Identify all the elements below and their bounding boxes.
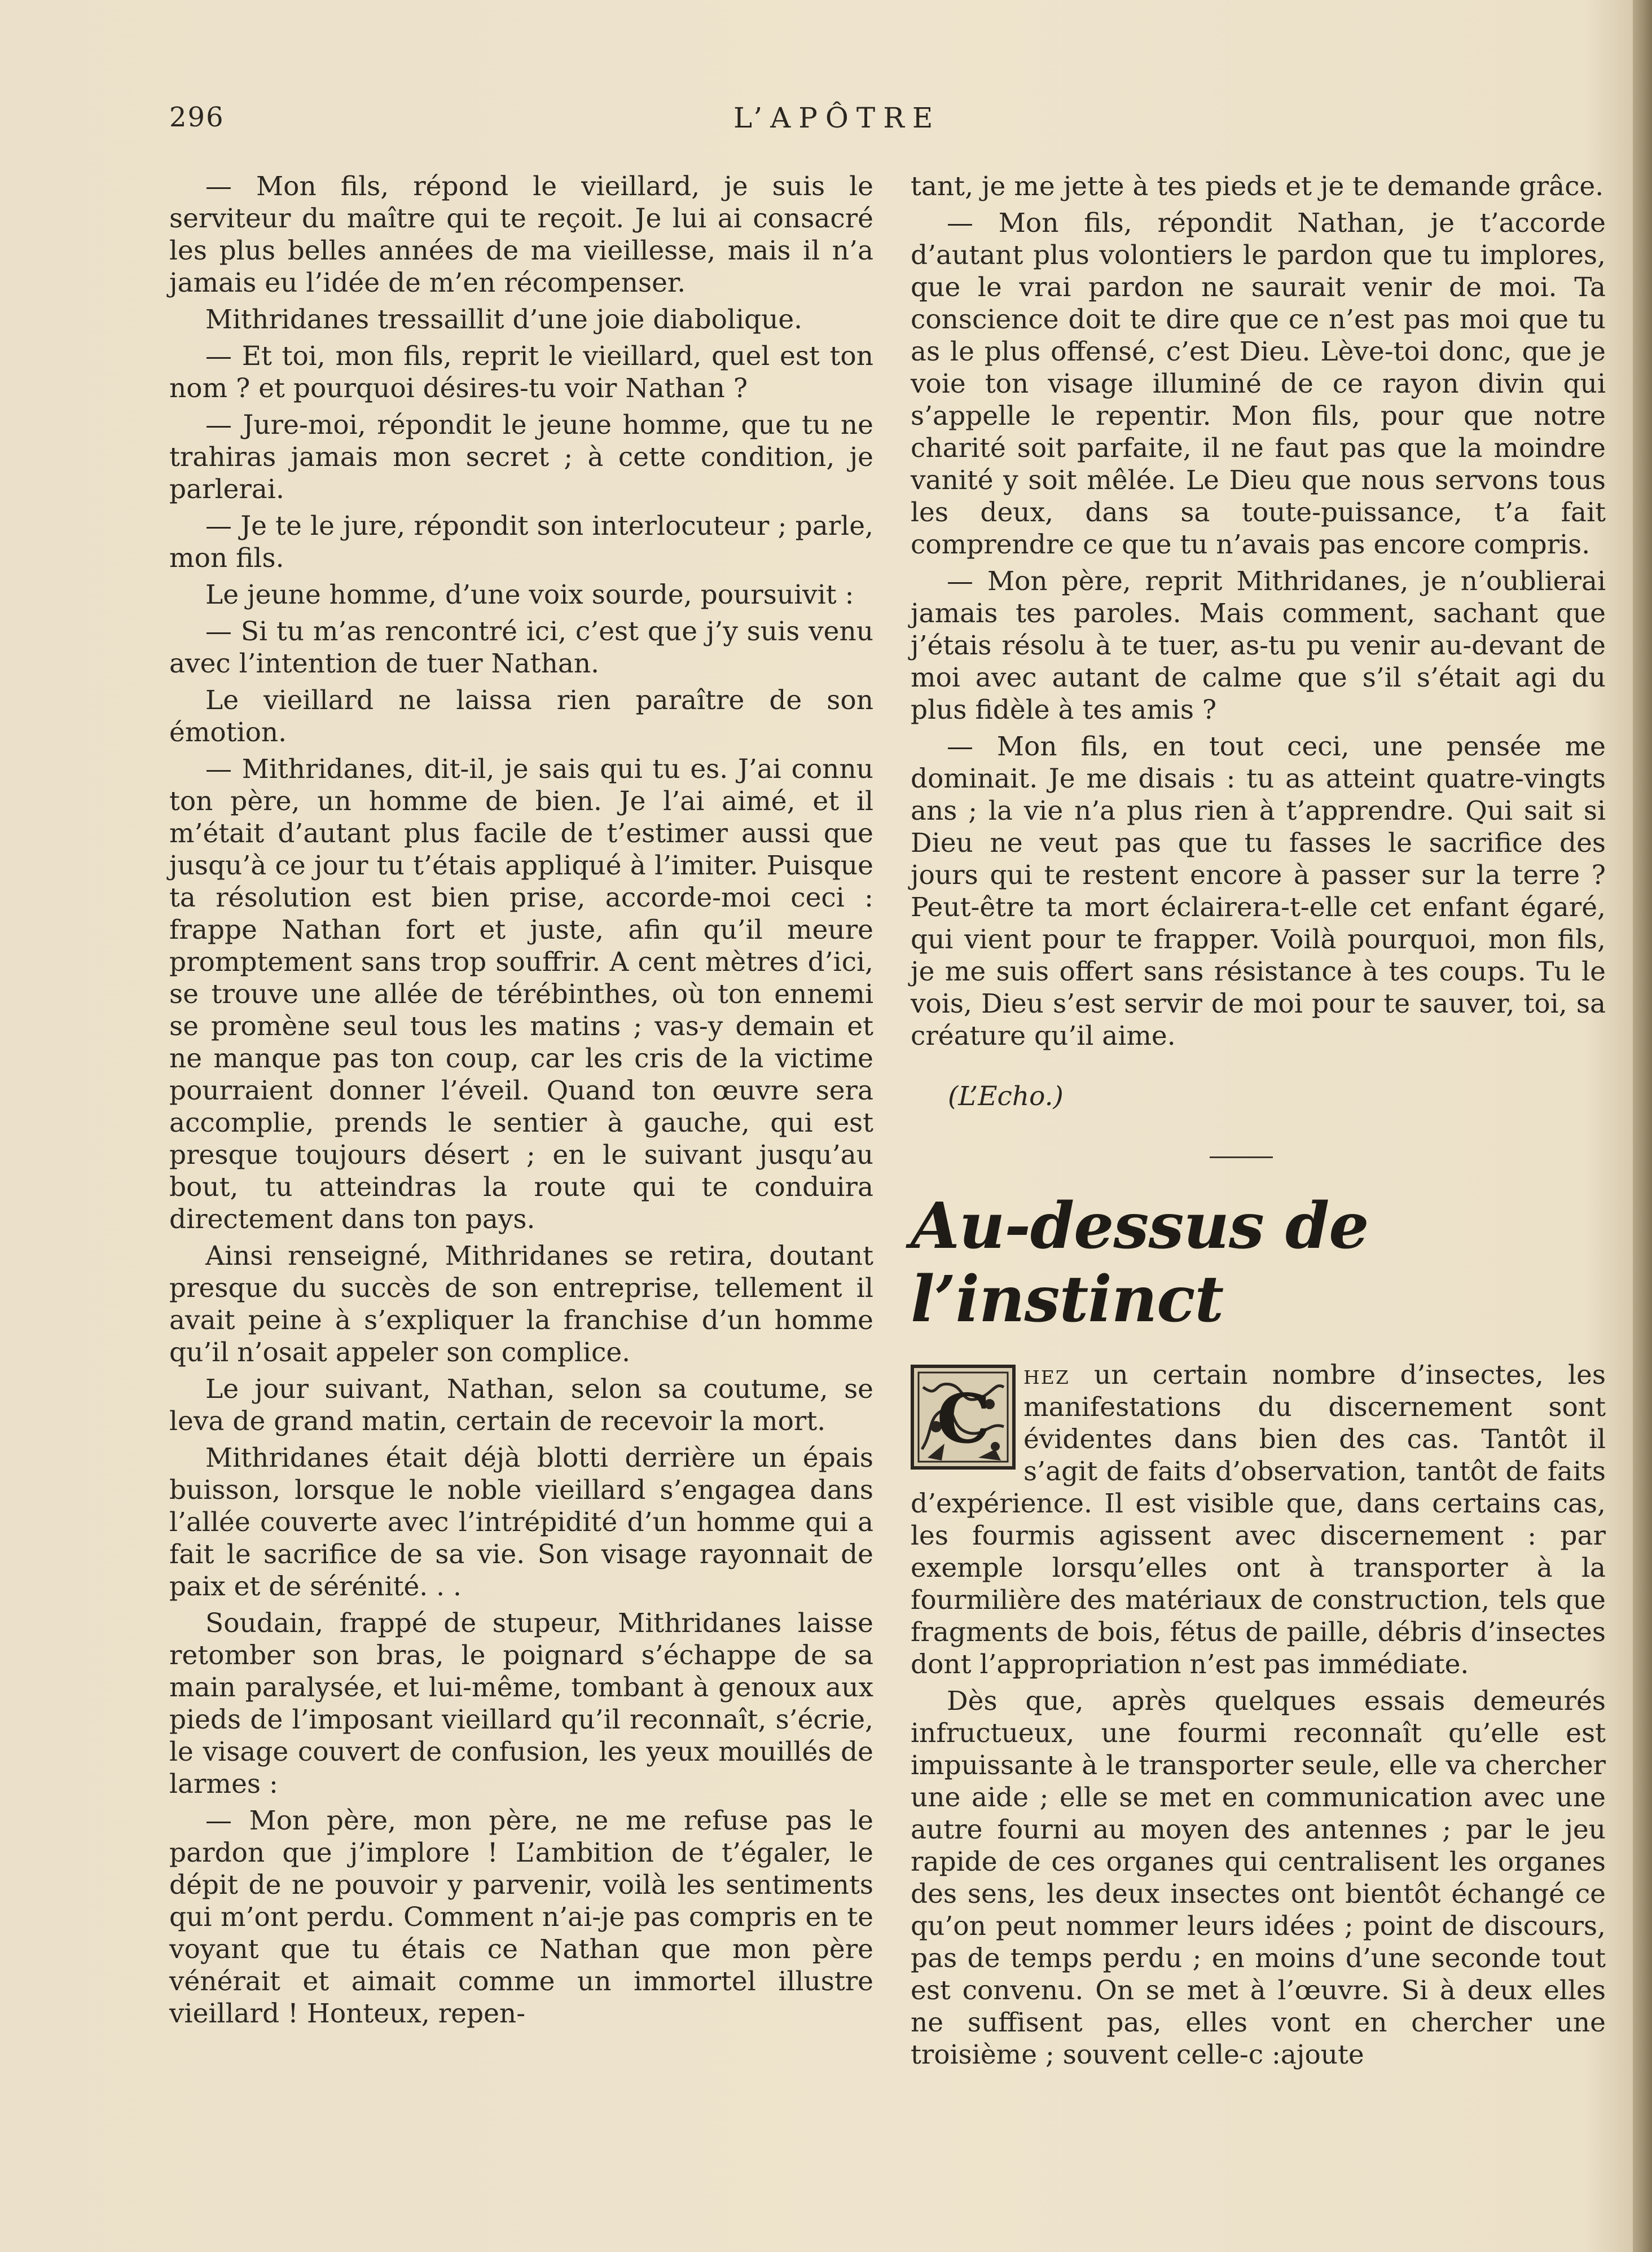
- paragraph: — Et toi, mon fils, reprit le vieillard, quel est ton nom ? et pourquoi désires-tu voir Nathan ?: [169, 341, 873, 404]
- paragraph: — Mon fils, répond le vieillard, je suis le serviteur du maître qui te reçoit. Je lui ai consacré les plus belles années de ma vieillesse, mais il n’a jamais eu l’idée de m’en récompenser.: [169, 171, 873, 298]
- first-paragraph-text: un certain nombre d’insectes, les manifestations du discernement sont évidentes dans bien des cas. Tantôt il s’agit de faits d’observation, tantôt de faits d’expérience. Il est visible que, dans certains cas, les fourmis agissent avec discernement : par exemple lorsqu’elles ont à transporter à la fourmilière des matériaux de construction, tels que fragments de bois, fétus de paille, débris d’insectes dont l’appropriation n’est pas immédiate.: [911, 1360, 1606, 1680]
- paragraph: — Mithridanes, dit-il, je sais qui tu es. J’ai connu ton père, un homme de bien. Je l’ai aimé, et il m’était d’autant plus facile de t’estimer aussi que jusqu’à ce jour tu t’étais appliqué à l’imiter. Puisque ta résolution est bien prise, accorde-moi ceci : frappe Nathan fort et juste, afin qu’il meure promptement sans trop souffrir. A cent mètres d’ici, se trouve une allée de térébinthes, où ton ennemi se promène seul tous les matins ; vas-y demain et ne manque pas ton coup, car les cris de la victime pourraient donner l’éveil. Quand ton œuvre sera accomplie, prends le sentier à gauche, qui est presque toujours désert ; en le suivant jusqu’au bout, tu atteindras la route qui te conduira directement dans ton pays.: [169, 754, 873, 1235]
- svg-text:C: C: [937, 1379, 991, 1459]
- paragraph: Mithridanes était déjà blotti derrière un épais buisson, lorsque le noble vieillard s’engagea dans l’allée couverte avec l’intrépidité d’un homme qui a fait le sacrifice de sa vie. Son visage rayonnait de paix et de sérénité. . .: [169, 1442, 873, 1602]
- first-word-smallcaps: hez: [1023, 1360, 1070, 1391]
- paragraph: Le vieillard ne laissa rien paraître de son émotion.: [169, 685, 873, 748]
- left-column: [169, 170, 873, 2034]
- paragraph: Dès que, après quelques essais demeurés infructueux, une fourmi reconnaît qu’elle est impuissante à le transporter seule, elle va chercher une aide ; elle se met en communication avec une autre fourni au moyen des antennes ; par le jeu rapide de ces organes qui centralisent les organes des sens, les deux insectes ont bientôt échangé ce qu’on peut nommer leurs idées ; point de discours, pas de temps perdu ; en moins d’une seconde tout est convenu. On se met à l’œuvre. Si à deux elles ne suffisent pas, elles vont en chercher une troisième ; souvent celle-c :ajoute: [911, 1686, 1606, 2070]
- paragraph-continuation: tant, je me jette à tes pieds et je te demande grâce.: [911, 171, 1604, 202]
- paragraph: — Mon père, reprit Mithridanes, je n’oublierai jamais tes paroles. Mais comment, sachant que j’étais résolu à te tuer, as-tu pu venir au-devant de moi avec autant de calme que s’il s’était agi du plus fidèle à tes amis ?: [911, 566, 1606, 725]
- paragraph: — Mon fils, répondit Nathan, je t’accorde d’autant plus volontiers le pardon que tu implores, que le vrai pardon ne saurait venir de moi. Ta conscience doit te dire que ce n’est pas moi que tu as le plus offensé, c’est Dieu. Lève-toi donc, que je voie ton visage illuminé de ce rayon divin qui s’appelle le repentir. Mon fils, pour que notre charité soit parfaite, il ne faut pas que la moindre vanité y soit mêlée. Le Dieu que nous servons tous les deux, dans sa toute-puissance, t’a fait comprendre ce que tu n’avais pas encore compris.: [911, 208, 1606, 560]
- page-number: 296: [169, 102, 225, 133]
- paragraph: Le jeune homme, d’une voix sourde, poursuivit :: [205, 579, 854, 610]
- page-edge: [1633, 0, 1652, 2252]
- ornamental-dropcap-icon: [911, 1365, 1016, 1470]
- paragraph: Mithridanes tressaillit d’une joie diabolique.: [205, 304, 803, 335]
- paragraph: Ainsi renseigné, Mithridanes se retira, doutant presque du succès de son entreprise, tellement il avait peine à s’expliquer la franchise d’un homme qu’il n’osait appeler son complice.: [169, 1241, 873, 1368]
- paragraph: Le jour suivant, Nathan, selon sa coutume, se leva de grand matin, certain de recevoir la mort.: [169, 1374, 873, 1437]
- paragraph: Soudain, frappé de stupeur, Mithridanes laisse retomber son bras, le poignard s’échappe de sa main paralysée, et lui-même, tombant à genoux aux pieds de l’imposant vieillard qu’il reconnaît, s’écrie, le visage couvert de confusion, les yeux mouillés de larmes :: [169, 1608, 873, 1800]
- source-citation: (L’Echo.): [948, 1081, 1064, 1112]
- paragraph: — Mon fils, en tout ceci, une pensée me dominait. Je me disais : tu as atteint quatre-vingts ans ; la vie n’a plus rien à t’apprendre. Qui sait si Dieu ne veut pas que tu fasses le sacrifice des jours qui te restent encore à passer sur la terre ? Peut-être ta mort éclairera-t-elle cet enfant égaré, qui vient pour te frapper. Voilà pourquoi, mon fils, je me suis offert sans résistance à tes coups. Tu le vois, Dieu s’est servir de moi pour te sauver, toi, sa créature qu’il aime.: [911, 731, 1606, 1052]
- paragraph: — Jure-moi, répondit le jeune homme, que tu ne trahiras jamais mon secret ; à cette condition, je parlerai.: [169, 410, 873, 505]
- first-paragraph: [911, 1359, 1606, 1681]
- paragraph: — Mon père, mon père, ne me refuse pas le pardon que j’implore ! L’ambition de t’égaler, le dépit de ne pouvoir y parvenir, voilà les sentiments qui m’ont perdu. Comment n’ai-je pas compris en te voyant que tu étais ce Nathan que mon père vénérait et aimait comme un immortel illustre vieillard ! Honteux, repen-: [169, 1805, 873, 2029]
- running-title: L’APÔTRE: [733, 102, 941, 134]
- section-divider: [1210, 1156, 1273, 1158]
- right-column: [911, 170, 1606, 2075]
- paragraph: — Si tu m’as rencontré ici, c’est que j’y suis venu avec l’intention de tuer Nathan.: [169, 616, 873, 679]
- article-title: Au-dessus de l’instinct: [911, 1189, 1369, 1336]
- paragraph: — Je te le jure, répondit son interlocuteur ; parle, mon fils.: [169, 511, 873, 574]
